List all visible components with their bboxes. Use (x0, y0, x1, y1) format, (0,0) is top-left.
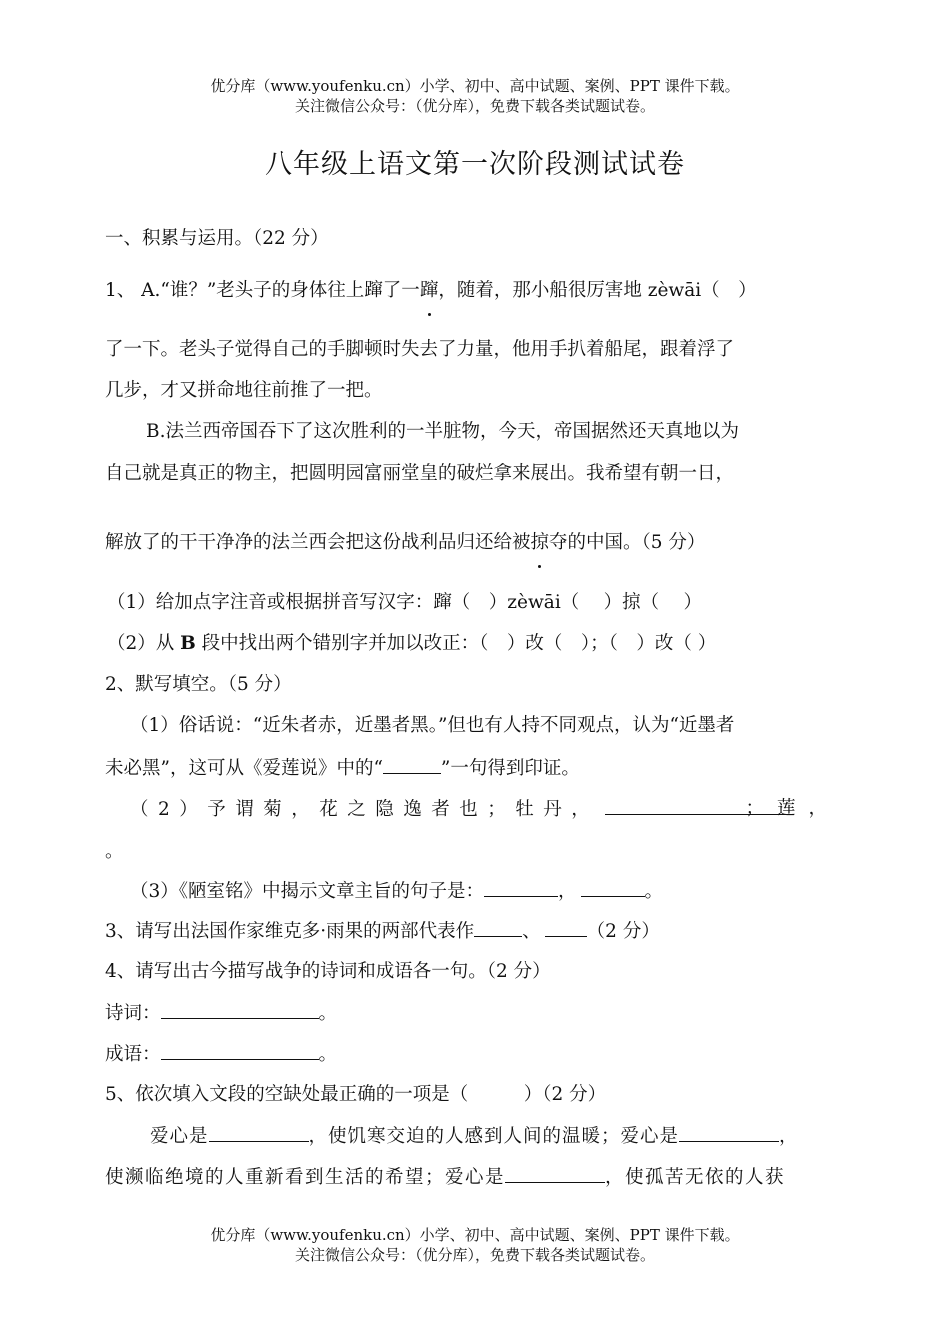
question-2-p1-line-2 (105, 755, 580, 782)
q2-text: 未必黑”，这可从《爱莲说》中的“ (105, 758, 383, 779)
question-1-line-6 (105, 530, 705, 556)
footer-line-2: 关注微信公众号：（优分库），免费下载各类试题试卷。 (294, 1246, 655, 1264)
question-4-idiom (105, 1041, 337, 1068)
answer-blank[interactable] (581, 878, 645, 897)
question-5-line-1 (150, 1123, 799, 1150)
q3-text: （2 分） (586, 921, 660, 942)
q1-text: 夺的中国。（5 分） (549, 532, 706, 553)
question-2-p1-line-1: （1）俗话说：“近朱者赤，近墨者黑。”但也有人持不同观点，认为“近墨者 (130, 715, 735, 736)
q5-text: ，使孤苦无依的人获 (605, 1167, 786, 1188)
emphasis-char: 掠 (531, 530, 550, 556)
answer-blank[interactable] (161, 1000, 319, 1019)
q1-sub2-text: 段中找出两个错别字并加以改正：（ ）改（ ）；（ ）改（ ） (195, 633, 717, 654)
question-4-poem (105, 1000, 337, 1027)
q4-text: 。 (318, 1003, 338, 1024)
q2-text: ”一句得到印证。 (440, 758, 580, 779)
question-5-line-2 (105, 1164, 785, 1191)
q5-text: 爱心是 (150, 1126, 209, 1147)
question-1-line-4: B.法兰西帝国吞下了这次胜利的一半脏物，今天，帝国据然还天真地以为 (146, 421, 739, 442)
footer-line-1: 优分库（www.youfenku.cn）小学、初中、高中试题、案例、PPT 课件下载。 (210, 1226, 740, 1244)
q1-sub2-text: （2）从 (107, 633, 181, 654)
question-1-line-5: 自己就是真正的物主，把圆明园富丽堂皇的破烂拿来展出。我希望有朝一日， (105, 463, 735, 484)
answer-blank[interactable] (474, 918, 522, 937)
header-line-1: 优分库（www.youfenku.cn）小学、初中、高中试题、案例、PPT 课件下载。 (210, 77, 740, 95)
q5-text: ，使饥寒交迫的人感到人间的温暖；爱心是 (308, 1126, 680, 1147)
q1-text: ，随着，那小船很厉害地 zèwāi（ ） (438, 280, 757, 301)
answer-blank[interactable] (209, 1123, 309, 1142)
q2-text: （3）《陋室铭》中揭示文章主旨的句子是： (130, 881, 485, 902)
q2-text: ， (558, 881, 577, 902)
answer-blank[interactable] (679, 1123, 779, 1142)
question-2-p3 (130, 878, 663, 905)
question-2-p2-line-1 (130, 796, 840, 823)
question-3 (105, 918, 660, 945)
q2-text: （2）予谓菊，花之隐逸者也；牡丹， (130, 799, 600, 820)
question-1-line-1 (105, 278, 757, 304)
answer-blank[interactable] (484, 878, 558, 897)
answer-blank[interactable] (545, 918, 587, 937)
header-line-2: 关注微信公众号：（优分库），免费下载各类试题试卷。 (294, 97, 655, 115)
question-1-line-2: 了一下。老头子觉得自己的手脚顿时失去了力量，他用手扒着船尾，跟着浮了 (105, 339, 735, 360)
q3-text: 、 (522, 921, 541, 942)
answer-blank[interactable] (383, 755, 441, 774)
q3-text: 3、请写出法国作家维克多·雨果的两部代表作 (105, 921, 475, 942)
q2-text: 。 (644, 881, 664, 902)
question-1-sub-2 (107, 631, 716, 657)
q4-label: 成语： (105, 1044, 161, 1065)
answer-blank[interactable] (161, 1041, 319, 1060)
q2-text: ；莲， (745, 798, 840, 819)
question-4-heading: 4、请写出古今描写战争的诗词和成语各一句。（2 分） (105, 961, 551, 982)
q1-sub2-bold: B (180, 633, 196, 654)
question-2-p2-line-2: 。 (105, 841, 124, 862)
question-5-heading: 5、依次填入文段的空缺处最正确的一项是（ ）（2 分） (105, 1084, 607, 1105)
q1-text: 解放了的干干净净的法兰西会把这份战利品归还给被 (105, 532, 531, 553)
q5-text: 使濒临绝境的人重新看到生活的希望；爱心是 (105, 1167, 506, 1188)
emphasis-char: 蹿 (420, 278, 439, 304)
question-1-sub-1: （1）给加点字注音或根据拼音写汉字：蹿（ ）zèwāi（ ）掠（ ） (107, 592, 703, 613)
q4-text: 。 (318, 1044, 338, 1065)
q4-label: 诗词： (105, 1003, 161, 1024)
question-1-line-3: 几步，才又拼命地往前推了一把。 (105, 380, 383, 401)
section-heading: 一、积累与运用。（22 分） (105, 228, 329, 249)
answer-blank[interactable] (505, 1164, 605, 1183)
page-title: 八年级上语文第一次阶段测试试卷 (265, 149, 685, 180)
q1-text: 1、 A.“谁？”老头子的身体往上蹿了一 (105, 280, 420, 301)
question-2-heading: 2、默写填空。（5 分） (105, 674, 292, 695)
q5-text: ， (779, 1126, 799, 1147)
